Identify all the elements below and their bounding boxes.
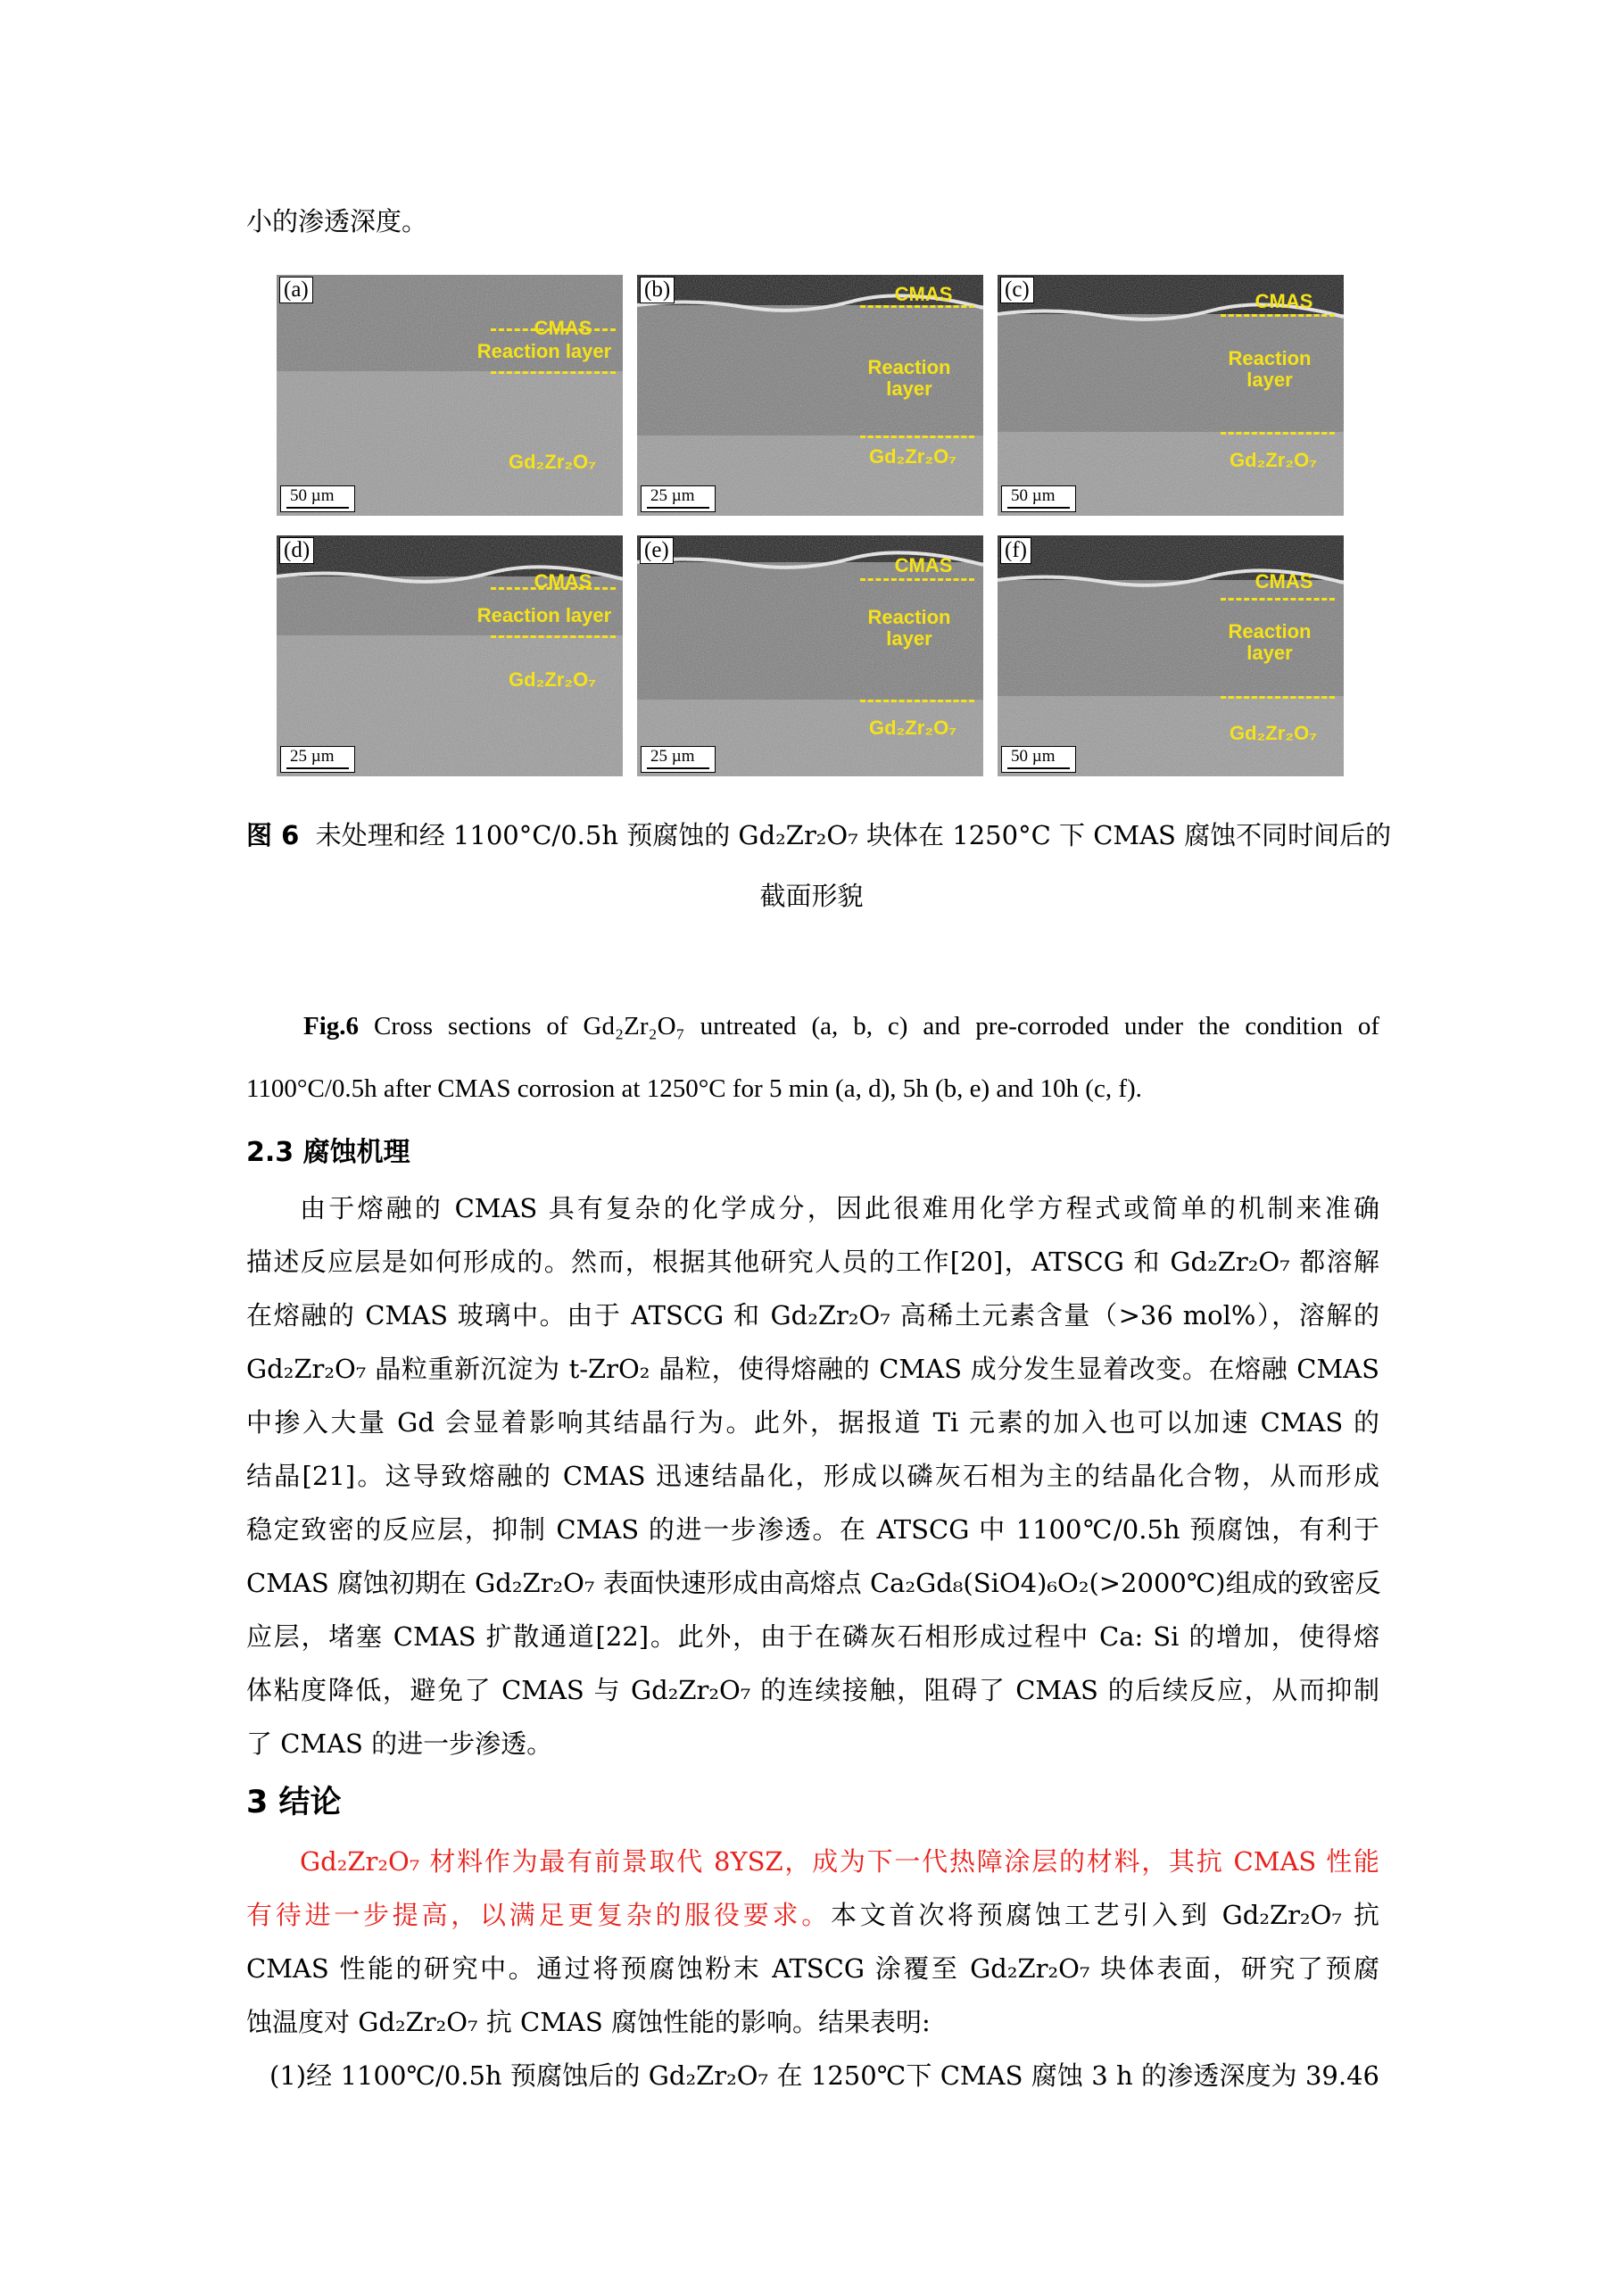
top-text-line: 小的渗透深度。 <box>246 206 428 236</box>
boundary-line-bottom <box>860 700 974 702</box>
cmas-label: CMAS <box>894 283 953 305</box>
caption-en-line-2: 1100°C/0.5h after CMAS corrosion at 1250°C for 5 min (a, d), 5h (b, e) and 10h (c, f). <box>246 1074 1142 1103</box>
substrate-label: Gd₂Zr₂O₇ <box>508 451 596 473</box>
panel-label: (e) <box>640 537 674 564</box>
section-2-3-heading: 2.3 腐蚀机理 <box>246 1137 410 1168</box>
substrate-label: Gd₂Zr₂O₇ <box>1229 722 1317 744</box>
figure-panel-e <box>637 535 983 776</box>
caption-cn-label: 图 6 <box>246 820 300 850</box>
scale-bar-line <box>1007 507 1070 509</box>
conclusion-line-4: 蚀温度对 Gd₂Zr₂O₇ 抗 CMAS 腐蚀性能的影响。结果表明: <box>246 2007 931 2037</box>
boundary-line-top <box>860 578 974 581</box>
boundary-line-bottom <box>1221 696 1335 699</box>
cmas-label: CMAS <box>1255 570 1313 593</box>
caption-en-text-1: Cross sections of Gd₂Zr₂O₇ untreated (a, b, c) and pre-corroded under the condition of <box>374 1012 1379 1040</box>
scale-bar-line <box>647 507 709 509</box>
scale-bar <box>641 485 716 512</box>
scale-bar-line <box>647 767 709 769</box>
boundary-line-top <box>1221 598 1335 601</box>
figure-panel-b <box>637 275 983 516</box>
scale-bar <box>280 746 355 773</box>
scale-bar <box>1001 485 1076 512</box>
reaction-layer-label: Reaction layer <box>867 356 951 400</box>
boundary-line-top <box>860 305 974 308</box>
boundary-line-top <box>491 587 616 590</box>
boundary-line-bottom <box>860 435 974 438</box>
scale-bar-text: 50 µm <box>1011 486 1056 505</box>
conclusion-rest-text: 本文首次将预腐蚀工艺引入到 Gd₂Zr₂O₇ 抗 <box>830 1900 1379 1930</box>
boundary-line-bottom <box>491 635 616 638</box>
section-2-3-line-11: 了 CMAS 的进一步渗透。 <box>246 1728 553 1759</box>
reaction-layer-label: Reaction layer <box>476 340 612 362</box>
panel-label: (c) <box>1000 277 1034 303</box>
caption-en-line-1 <box>246 1008 1379 1044</box>
caption-cn-text-1: 未处理和经 1100°C/0.5h 预腐蚀的 Gd₂Zr₂O₇ 块体在 1250°C 下 CMAS 腐蚀不同时间后的 <box>315 820 1392 850</box>
scale-bar-line <box>1007 767 1070 769</box>
conclusion-red-text: 有待进一步提高，以满足更复杂的服役要求。 <box>246 1900 831 1930</box>
sem-image <box>277 275 623 516</box>
scale-bar-line <box>286 767 349 769</box>
conclusion-line-5: (1)经 1100℃/0.5h 预腐蚀后的 Gd₂Zr₂O₇ 在 1250℃下 CMAS 腐蚀 3 h 的渗透深度为 39.46 <box>269 2060 1379 2091</box>
section-2-3-line-10: 体粘度降低，避免了 CMAS 与 Gd₂Zr₂O₇ 的连续接触，阻碍了 CMAS 的后续反应，从而抑制 <box>246 1675 1379 1705</box>
conclusion-line-2 <box>246 1897 1379 1933</box>
section-2-3-line-8: CMAS 腐蚀初期在 Gd₂Zr₂O₇ 表面快速形成由高熔点 Ca₂Gd₈(SiO4)₆O₂(>2000℃)组成的致密反 <box>246 1568 1381 1598</box>
caption-cn-line-2: 截面形貌 <box>759 881 864 911</box>
conclusion-line-1: Gd₂Zr₂O₇ 材料作为最有前景取代 8YSZ，成为下一代热障涂层的材料，其抗 CMAS 性能 <box>300 1846 1379 1877</box>
boundary-line-bottom <box>1221 432 1335 435</box>
reaction-layer-label: Reaction layer <box>1228 620 1312 664</box>
reaction-layer-label: Reaction layer <box>867 606 951 650</box>
conclusion-line-3: CMAS 性能的研究中。通过将预腐蚀粉末 ATSCG 涂覆至 Gd₂Zr₂O₇ 块体表面，研究了预腐 <box>246 1953 1379 1984</box>
figure-panel-c <box>998 275 1344 516</box>
cmas-label: CMAS <box>534 570 592 593</box>
boundary-line-bottom <box>491 371 616 374</box>
caption-en-label: Fig.6 <box>303 1012 360 1040</box>
section-2-3-line-7: 稳定致密的反应层，抑制 CMAS 的进一步渗透。在 ATSCG 中 1100℃/0.5h 预腐蚀，有利于 <box>246 1514 1379 1545</box>
cmas-label: CMAS <box>1255 290 1313 312</box>
scale-bar <box>641 746 716 773</box>
scale-bar-line <box>286 507 349 509</box>
scale-bar-text: 25 µm <box>290 747 335 766</box>
scale-bar-text: 25 µm <box>650 747 695 766</box>
section-3-heading: 3 结论 <box>246 1785 342 1820</box>
substrate-label: Gd₂Zr₂O₇ <box>868 717 956 739</box>
section-2-3-line-9: 应层，堵塞 CMAS 扩散通道[22]。此外，由于在磷灰石相形成过程中 Ca: Si 的增加，使得熔 <box>246 1621 1379 1652</box>
panel-label: (d) <box>279 537 314 564</box>
scale-bar <box>1001 746 1076 773</box>
panel-label: (a) <box>279 277 313 303</box>
scale-bar-text: 25 µm <box>650 486 695 505</box>
panel-label: (b) <box>640 277 675 303</box>
reaction-layer-label: Reaction layer <box>476 604 612 626</box>
scale-bar-text: 50 µm <box>290 486 335 505</box>
section-2-3-line-4: Gd₂Zr₂O₇ 晶粒重新沉淀为 t-ZrO₂ 晶粒，使得熔融的 CMAS 成分发生显着改变。在熔融 CMAS <box>246 1354 1379 1384</box>
cmas-label: CMAS <box>534 317 592 339</box>
substrate-label: Gd₂Zr₂O₇ <box>508 668 596 691</box>
figure-panel-d <box>277 535 623 776</box>
section-2-3-line-2: 描述反应层是如何形成的。然而，根据其他研究人员的工作[20]，ATSCG 和 Gd₂Zr₂O₇ 都溶解 <box>246 1247 1379 1277</box>
boundary-line-top <box>1221 314 1335 317</box>
section-2-3-line-6: 结晶[21]。这导致熔融的 CMAS 迅速结晶化，形成以磷灰石相为主的结晶化合物，从而形成 <box>246 1461 1379 1491</box>
scale-bar <box>280 485 355 512</box>
substrate-label: Gd₂Zr₂O₇ <box>1229 449 1317 471</box>
cmas-label: CMAS <box>894 554 953 576</box>
substrate-label: Gd₂Zr₂O₇ <box>868 445 956 468</box>
section-2-3-line-1: 由于熔融的 CMAS 具有复杂的化学成分，因此很难用化学方程式或简单的机制来准确 <box>300 1193 1379 1223</box>
figure-panel-f <box>998 535 1344 776</box>
reaction-layer-label: Reaction layer <box>1228 347 1312 391</box>
panel-label: (f) <box>1000 537 1031 564</box>
scale-bar-text: 50 µm <box>1011 747 1056 766</box>
boundary-line-top <box>491 328 616 331</box>
figure-panel-a <box>277 275 623 516</box>
section-2-3-line-3: 在熔融的 CMAS 玻璃中。由于 ATSCG 和 Gd₂Zr₂O₇ 高稀土元素含量（>36 mol%），溶解的 <box>246 1300 1379 1330</box>
caption-cn-line-1 <box>246 817 1391 853</box>
section-2-3-line-5: 中掺入大量 Gd 会显着影响其结晶行为。此外，据报道 Ti 元素的加入也可以加速 CMAS 的 <box>246 1407 1379 1438</box>
